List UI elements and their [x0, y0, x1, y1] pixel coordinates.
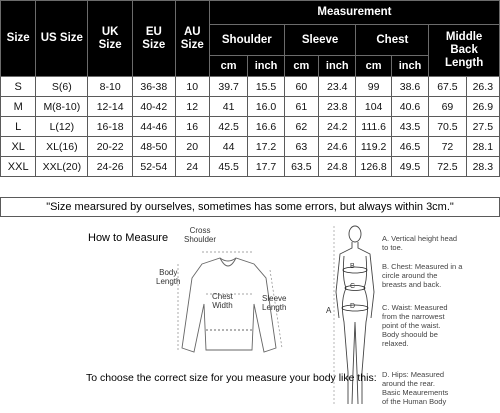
marker-d: D [350, 303, 356, 310]
cross-shoulder-label: Cross Shoulder [184, 226, 217, 244]
table-cell: 39.7 [209, 77, 247, 97]
unit-header: inch [248, 56, 284, 77]
table-cell: 24.2 [319, 117, 356, 137]
table-cell: 10 [175, 77, 209, 97]
table-cell: 16.6 [248, 117, 284, 137]
table-cell: 36-38 [133, 77, 176, 97]
table-cell: 8-10 [88, 77, 133, 97]
table-cell: 16-18 [88, 117, 133, 137]
table-cell: M [1, 97, 36, 117]
table-row [1, 157, 500, 177]
table-cell: 16 [175, 117, 209, 137]
header-au-size: AU Size [175, 1, 209, 77]
table-cell: L [1, 117, 36, 137]
measurement-note: "Size mearsured by ourselves, sometimes has some errors, but always within 3cm." [0, 197, 500, 217]
legend-c: C. Waist: Measured from the narrowest point of the waist. Body shoould be relaxed. [382, 303, 448, 348]
table-cell: 28.1 [466, 137, 499, 157]
table-cell: 20 [175, 137, 209, 157]
table-cell: 42.5 [209, 117, 247, 137]
table-cell: 24.6 [319, 137, 356, 157]
table-cell: 15.5 [248, 77, 284, 97]
table-cell: 43.5 [391, 117, 428, 137]
table-cell: XXL [1, 157, 36, 177]
marker-b: B [350, 263, 355, 270]
table-cell: XL(16) [36, 137, 88, 157]
table-row [1, 97, 500, 117]
header-size: Size [1, 1, 36, 77]
unit-header: cm [356, 56, 391, 77]
table-cell: 27.5 [466, 117, 499, 137]
table-cell: 17.7 [248, 157, 284, 177]
table-cell: 44 [209, 137, 247, 157]
header-middle-back-length: Middle Back Length [429, 25, 500, 77]
table-cell: 23.8 [319, 97, 356, 117]
table-cell: 12 [175, 97, 209, 117]
table-cell: 45.5 [209, 157, 247, 177]
table-row [1, 77, 500, 97]
table-cell: 46.5 [391, 137, 428, 157]
table-cell: L(12) [36, 117, 88, 137]
table-cell: 49.5 [391, 157, 428, 177]
table-cell: 48-50 [133, 137, 176, 157]
marker-a: A [326, 306, 332, 315]
table-cell: 40-42 [133, 97, 176, 117]
table-cell: 126.8 [356, 157, 391, 177]
unit-header: cm [284, 56, 318, 77]
sleeve-length-label: Sleeve Length [262, 294, 287, 312]
header-us-size: US Size [36, 1, 88, 77]
table-cell: 63 [284, 137, 318, 157]
legend-b: B. Chest: Measured in a circle around the breasts and back. [382, 262, 463, 289]
table-cell: 52-54 [133, 157, 176, 177]
instruction-text: To choose the correct size for you measure your body like this: [86, 372, 377, 384]
table-cell: 41 [209, 97, 247, 117]
table-cell: 23.4 [319, 77, 356, 97]
table-cell: 62 [284, 117, 318, 137]
table-cell: 44-46 [133, 117, 176, 137]
table-cell: 26.3 [466, 77, 499, 97]
table-cell: 38.6 [391, 77, 428, 97]
table-cell: S [1, 77, 36, 97]
header-sleeve: Sleeve [284, 25, 356, 56]
table-cell: M(8-10) [36, 97, 88, 117]
table-cell: 60 [284, 77, 318, 97]
table-cell: 26.9 [466, 97, 499, 117]
table-cell: 24 [175, 157, 209, 177]
body-length-label: Body Length [156, 268, 181, 286]
table-cell: 28.3 [466, 157, 499, 177]
table-cell: S(6) [36, 77, 88, 97]
garment-diagram [150, 230, 320, 370]
table-cell: 72.5 [429, 157, 466, 177]
table-cell: 72 [429, 137, 466, 157]
table-cell: 40.6 [391, 97, 428, 117]
size-chart-body [1, 77, 500, 177]
chest-width-label: Chest Width [212, 292, 233, 310]
unit-header: inch [319, 56, 356, 77]
table-cell: 17.2 [248, 137, 284, 157]
header-eu-size: EU Size [133, 1, 176, 77]
marker-c: C [350, 283, 356, 290]
table-cell: 119.2 [356, 137, 391, 157]
header-measurement: Measurement [209, 1, 499, 25]
table-cell: 70.5 [429, 117, 466, 137]
table-cell: XXL(20) [36, 157, 88, 177]
header-uk-size: UK Size [88, 1, 133, 77]
how-to-measure-title: How to Measure [88, 232, 169, 244]
table-cell: 63.5 [284, 157, 318, 177]
table-cell: 104 [356, 97, 391, 117]
unit-header: cm [209, 56, 247, 77]
table-cell: 12-14 [88, 97, 133, 117]
table-row [1, 137, 500, 157]
table-cell: 24.8 [319, 157, 356, 177]
table-cell: 99 [356, 77, 391, 97]
legend-d: D. Hips: Measured around the rear. Basic Meaurements of the Human Body [382, 370, 449, 406]
header-shoulder: Shoulder [209, 25, 284, 56]
header-chest: Chest [356, 25, 429, 56]
table-cell: 67.5 [429, 77, 466, 97]
table-cell: 16.0 [248, 97, 284, 117]
table-cell: 61 [284, 97, 318, 117]
table-cell: 24-26 [88, 157, 133, 177]
table-cell: 111.6 [356, 117, 391, 137]
legend-a: A. Vertical height head to toe. [382, 234, 458, 252]
table-cell: 20-22 [88, 137, 133, 157]
table-row [1, 117, 500, 137]
size-chart-table [0, 0, 500, 177]
table-cell: XL [1, 137, 36, 157]
unit-header: inch [391, 56, 428, 77]
table-cell: 69 [429, 97, 466, 117]
